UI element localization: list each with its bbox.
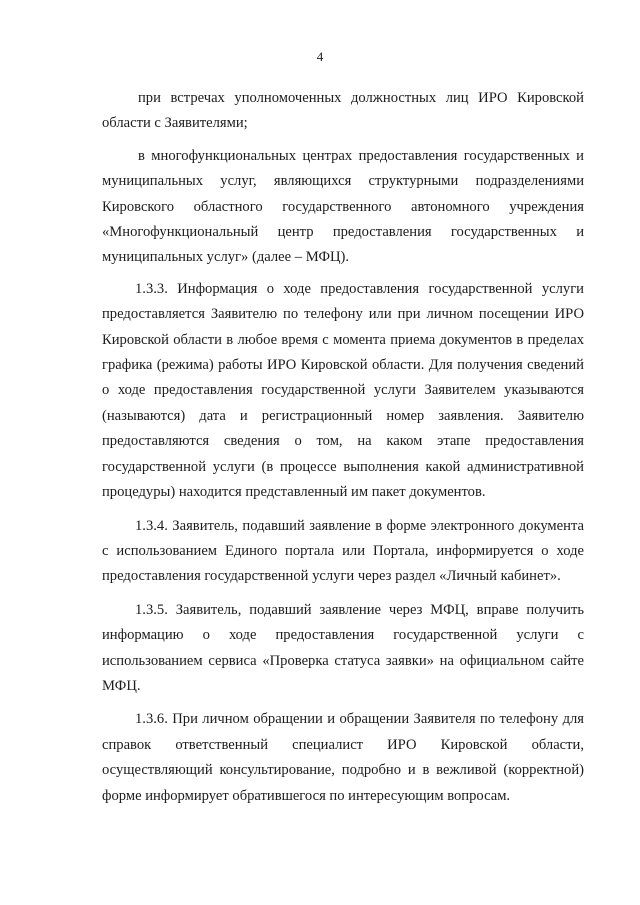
paragraph-1-3-6: 1.3.6. При личном обращении и обращении Заявителя по телефону для справок ответственный специалист ИРО Кировской области, осуществляющий консультирование, подробно и в вежливой (корректной) форме информирует обратившегося по интересующим вопросам. [102, 711, 584, 804]
paragraph-mfc-centers: в многофункциональных центрах предоставления государственных и муниципальных услуг, являющихся структурными подразделениями Кировского областного государственного автономного учреждения «Многофункциональный центр предоставления государственных и муниципальных услуг» (далее – МФЦ). [102, 147, 584, 266]
document-body [102, 86, 584, 809]
paragraph-1-3-5: 1.3.5. Заявитель, подавший заявление через МФЦ, вправе получить информацию о ходе предоставления государственной услуги с использованием сервиса «Проверка статуса заявки» на официальном сайте МФЦ. [102, 601, 584, 694]
paragraph-1-3-3: 1.3.3. Информация о ходе предоставления государственной услуги предоставляется Заявителю по телефону или при личном посещении ИРО Кировской области в любое время с момента приема документов в пределах графика (режима) работы ИРО Кировской области. Для получения сведений о ходе предоставления государственной услуги Заявителем указываются (называются) дата и регистрационный номер заявления. Заявителю предоставляются сведения о том, на каком этапе предоставления государственной услуги (в процессе выполнения какой административной процедуры) находится представленный им пакет документов. [102, 280, 584, 501]
page-number: 4 [316, 49, 324, 64]
paragraph-1-3-4: 1.3.4. Заявитель, подавший заявление в форме электронного документа с использованием Единого портала или Портала, информируется о ходе предоставления государственной услуги через раздел «Личный кабинет». [102, 517, 584, 585]
paragraph-meetings: при встречах уполномоченных должностных лиц ИРО Кировской области с Заявителями; [102, 90, 584, 132]
